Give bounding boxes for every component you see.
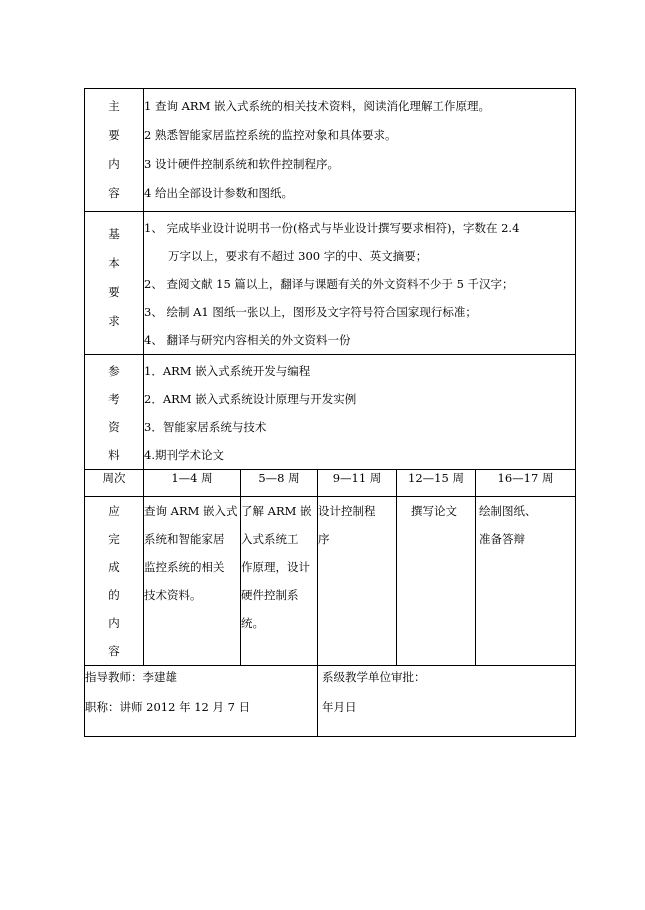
main-content-label-cell xyxy=(85,89,144,212)
basic-requirements-label-char: 本 xyxy=(108,256,120,270)
main-content-body xyxy=(144,89,576,212)
task-line: 撰写论文 xyxy=(411,504,457,518)
task-line: 绘制图纸、 xyxy=(479,504,537,518)
approval-date: 年月日 xyxy=(322,700,357,714)
week-header-row xyxy=(85,470,576,497)
basic-requirements-body xyxy=(144,212,576,355)
basic-requirements-label-cell xyxy=(85,212,144,355)
main-content-item: 1 查询 ARM 嵌入式系统的相关技术资料，阅读消化理解工作原理。 xyxy=(144,99,491,113)
main-content-label-char: 主 xyxy=(108,99,120,113)
task-content-label-char: 成 xyxy=(108,560,120,574)
task-cell-week-1-4 xyxy=(144,497,241,666)
basic-requirements-label-char: 求 xyxy=(108,314,120,328)
advisor-signature-cell xyxy=(85,666,318,737)
task-cell-week-12-15 xyxy=(397,497,476,666)
main-content-item: 3 设计硬件控制系统和软件控制程序。 xyxy=(144,157,339,171)
references-label-char: 资 xyxy=(108,420,120,434)
reference-item: 1．ARM 嵌入式系统开发与编程 xyxy=(144,364,311,378)
reference-item: 4.期刊学术论文 xyxy=(144,448,224,462)
references-label-char: 参 xyxy=(108,364,120,378)
main-content-item: 2 熟悉智能家居监控系统的监控对象和具体要求。 xyxy=(144,128,397,142)
reference-item: 2．ARM 嵌入式系统设计原理与开发实例 xyxy=(144,392,357,406)
week-header-cell: 5—8 周 xyxy=(241,470,318,497)
task-cell-week-5-8 xyxy=(241,497,318,666)
task-cell-week-9-11 xyxy=(318,497,397,666)
task-line: 监控系统的相关 xyxy=(144,560,225,574)
main-content-item: 4 给出全部设计参数和图纸。 xyxy=(144,186,293,200)
requirement-item: 万字以上，要求有不超过 300 字的中、英文摘要； xyxy=(168,249,428,263)
task-line: 系统和智能家居 xyxy=(144,532,225,546)
task-line: 技术资料。 xyxy=(144,588,202,602)
main-content-label-char: 内 xyxy=(108,157,120,171)
basic-requirements-label-char: 基 xyxy=(108,227,120,241)
task-line: 了解 ARM 嵌 xyxy=(241,504,312,518)
signature-row xyxy=(85,666,576,737)
references-body xyxy=(144,355,576,470)
requirement-item: 1、 完成毕业设计说明书一份(格式与毕业设计撰写要求相符)，字数在 2.4 xyxy=(144,221,520,235)
task-content-label-char: 完 xyxy=(108,532,120,546)
task-line: 入式系统工 xyxy=(241,532,299,546)
task-content-label-char: 容 xyxy=(108,644,120,658)
task-content-row xyxy=(85,497,576,666)
week-header-cell: 1—4 周 xyxy=(144,470,241,497)
week-header-cell: 16—17 周 xyxy=(476,470,576,497)
references-label-char: 考 xyxy=(108,392,120,406)
task-line: 设计控制程 xyxy=(318,504,376,518)
week-header-label: 周次 xyxy=(85,470,144,497)
task-line: 统。 xyxy=(241,616,264,630)
task-content-label-char: 内 xyxy=(108,616,120,630)
task-line: 序 xyxy=(318,532,330,546)
task-line: 硬件控制系 xyxy=(241,588,299,602)
task-line: 准备答辩 xyxy=(479,532,525,546)
basic-requirements-row xyxy=(85,212,576,355)
requirement-item: 4、 翻译与研究内容相关的外文资料一份 xyxy=(144,333,351,347)
reference-item: 3．智能家居系统与技术 xyxy=(144,420,267,434)
references-label-char: 料 xyxy=(108,448,120,462)
task-form-table xyxy=(84,88,576,737)
task-cell-week-16-17 xyxy=(476,497,576,666)
main-content-label-char: 容 xyxy=(108,186,120,200)
week-header-cell: 12—15 周 xyxy=(397,470,476,497)
task-content-label-char: 的 xyxy=(108,588,120,602)
task-content-label-char: 应 xyxy=(108,504,120,518)
approval-label: 系级教学单位审批： xyxy=(322,670,426,684)
task-line: 查询 ARM 嵌入式 xyxy=(144,504,238,518)
basic-requirements-label-char: 要 xyxy=(108,285,120,299)
main-content-row xyxy=(85,89,576,212)
advisor-name: 指导教师：李建雄 xyxy=(85,670,177,684)
department-approval-cell xyxy=(318,666,576,737)
requirement-item: 2、 查阅文献 15 篇以上，翻译与课题有关的外文资料不少于 5 千汉字； xyxy=(144,277,514,291)
main-content-label-char: 要 xyxy=(108,128,120,142)
advisor-title-date: 职称：讲师 2012 年 12 月 7 日 xyxy=(85,700,251,714)
references-label-cell xyxy=(85,355,144,470)
task-line: 作原理，设计 xyxy=(241,560,310,574)
week-header-cell: 9—11 周 xyxy=(318,470,397,497)
references-row xyxy=(85,355,576,470)
task-content-label-cell xyxy=(85,497,144,666)
requirement-item: 3、 绘制 A1 图纸一张以上，图形及文字符号符合国家现行标准； xyxy=(144,305,477,319)
